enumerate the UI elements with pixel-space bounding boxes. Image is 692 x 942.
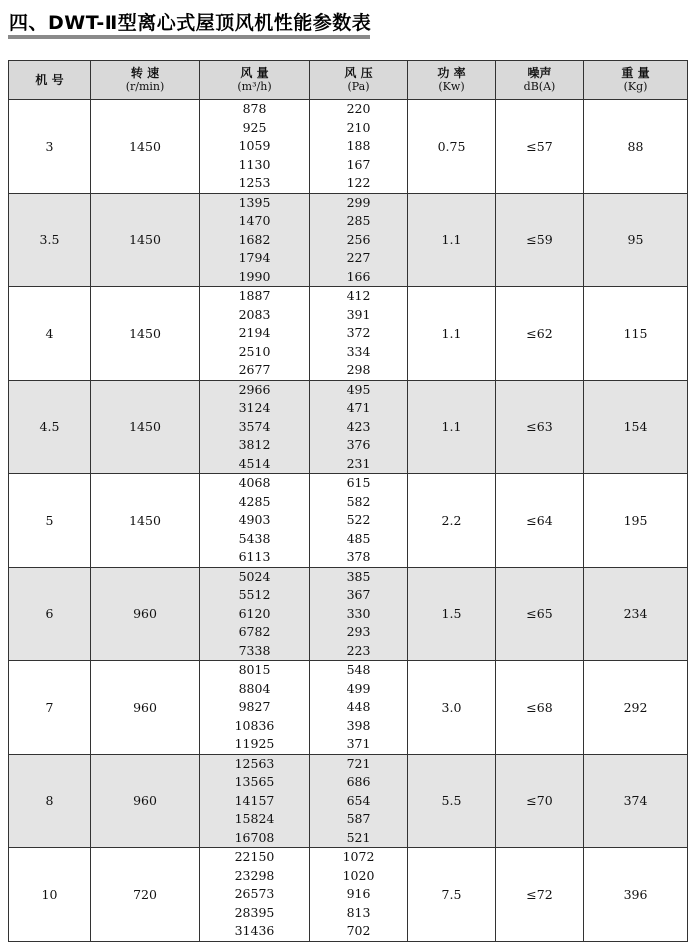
flow-cell — [200, 100, 310, 194]
flow-cell-value: 4285 — [238, 493, 271, 509]
pressure-cell — [310, 754, 408, 848]
pressure-cell-value: 293 — [346, 624, 371, 639]
flow-cell-value: 2677 — [238, 362, 271, 377]
pressure-cell-value: 210 — [346, 119, 371, 135]
header-flow: 风 量 (m³/h) — [200, 61, 310, 100]
pressure-cell-value: 686 — [346, 774, 371, 789]
flow-cell-value: 1990 — [238, 268, 271, 284]
flow-cell — [200, 380, 310, 474]
weight-cell: 88 — [584, 100, 688, 194]
flow-cell — [200, 567, 310, 661]
pressure-cell — [310, 193, 408, 287]
model-cell: 5 — [9, 474, 91, 568]
flow-cell-value: 13565 — [234, 774, 275, 789]
pressure-cell — [310, 287, 408, 381]
weight-cell: 396 — [584, 848, 688, 942]
table-row — [9, 754, 688, 848]
pressure-cell-value: 231 — [346, 455, 371, 471]
pressure-cell-value: 385 — [346, 568, 371, 584]
pressure-cell — [310, 380, 408, 474]
table-row — [9, 848, 688, 942]
header-pressure: 风 压 (Pa) — [310, 61, 408, 100]
flow-cell-value: 28395 — [234, 904, 275, 920]
pressure-cell-value: 285 — [346, 213, 371, 228]
pressure-cell-value: 521 — [346, 829, 371, 845]
pressure-cell-value: 522 — [346, 512, 371, 527]
flow-cell-value: 23298 — [234, 867, 275, 883]
pressure-cell-value: 485 — [346, 530, 371, 546]
flow-cell-value: 15824 — [234, 811, 275, 826]
pressure-cell-value: 223 — [346, 642, 371, 658]
pressure-cell-value: 499 — [346, 680, 371, 696]
weight-cell: 292 — [584, 661, 688, 755]
pressure-cell-value: 376 — [346, 437, 371, 452]
pressure-cell — [310, 848, 408, 942]
pressure-cell-value: 220 — [346, 101, 371, 116]
pressure-cell-value: 548 — [346, 662, 371, 677]
flow-cell — [200, 848, 310, 942]
weight-cell: 115 — [584, 287, 688, 381]
weight-cell: 374 — [584, 754, 688, 848]
power-cell: 1.1 — [408, 380, 496, 474]
pressure-cell — [310, 567, 408, 661]
flow-cell-value: 1887 — [238, 288, 271, 303]
table-body — [9, 100, 688, 942]
flow-cell-value: 5438 — [238, 530, 271, 546]
table-row — [9, 567, 688, 661]
header-noise: 噪声 dB(A) — [496, 61, 584, 100]
noise-cell: ≤70 — [496, 754, 584, 848]
flow-cell-value: 31436 — [234, 923, 275, 938]
table-row — [9, 193, 688, 287]
table-row — [9, 661, 688, 755]
pressure-cell-value: 372 — [346, 325, 371, 340]
pressure-cell-value: 188 — [346, 138, 371, 153]
pressure-cell-value: 412 — [346, 288, 371, 303]
pressure-cell-value: 1072 — [342, 849, 375, 864]
pressure-cell-value: 495 — [346, 381, 371, 397]
flow-cell-value: 3124 — [238, 400, 271, 415]
flow-cell-value: 7338 — [238, 642, 271, 658]
pressure-cell — [310, 474, 408, 568]
model-cell: 4.5 — [9, 380, 91, 474]
model-cell: 7 — [9, 661, 91, 755]
flow-cell-value: 6113 — [238, 549, 271, 564]
flow-cell-value: 1253 — [238, 175, 271, 190]
pressure-cell-value: 166 — [346, 268, 371, 284]
speed-cell: 1450 — [91, 287, 200, 381]
model-cell: 4 — [9, 287, 91, 381]
speed-cell: 720 — [91, 848, 200, 942]
table-row — [9, 287, 688, 381]
weight-cell: 95 — [584, 193, 688, 287]
flow-cell — [200, 754, 310, 848]
weight-cell: 234 — [584, 567, 688, 661]
header-power: 功 率 (Kw) — [408, 61, 496, 100]
flow-cell-value: 3812 — [238, 437, 271, 452]
speed-cell: 1450 — [91, 380, 200, 474]
flow-cell-value: 22150 — [234, 849, 275, 864]
flow-cell-value: 16708 — [234, 829, 275, 845]
pressure-cell-value: 298 — [346, 362, 371, 377]
speed-cell: 1450 — [91, 193, 200, 287]
flow-cell-value: 3574 — [238, 418, 271, 434]
power-cell: 3.0 — [408, 661, 496, 755]
pressure-cell-value: 582 — [346, 493, 371, 509]
power-cell: 1.1 — [408, 287, 496, 381]
flow-cell-value: 8804 — [238, 680, 271, 696]
model-cell: 6 — [9, 567, 91, 661]
pressure-cell — [310, 100, 408, 194]
flow-cell-value: 2194 — [238, 325, 271, 340]
pressure-cell-value: 721 — [346, 755, 371, 771]
power-cell: 2.2 — [408, 474, 496, 568]
flow-cell-value: 14157 — [234, 792, 275, 808]
flow-cell-value: 1470 — [238, 213, 271, 228]
power-cell: 1.5 — [408, 567, 496, 661]
model-cell: 10 — [9, 848, 91, 942]
pressure-cell-value: 227 — [346, 250, 371, 265]
pressure-cell-value: 813 — [346, 904, 371, 920]
weight-cell: 154 — [584, 380, 688, 474]
flow-cell-value: 1395 — [238, 194, 271, 210]
header-speed: 转 速 (r/min) — [91, 61, 200, 100]
header-model: 机 号 — [9, 61, 91, 100]
pressure-cell-value: 1020 — [342, 867, 375, 883]
noise-cell: ≤63 — [496, 380, 584, 474]
flow-cell-value: 11925 — [234, 736, 275, 751]
flow-cell-value: 1682 — [238, 231, 271, 247]
pressure-cell-value: 471 — [346, 400, 371, 415]
model-cell: 8 — [9, 754, 91, 848]
power-cell: 5.5 — [408, 754, 496, 848]
flow-cell — [200, 474, 310, 568]
flow-cell — [200, 193, 310, 287]
weight-cell: 195 — [584, 474, 688, 568]
pressure-cell-value: 702 — [346, 923, 371, 938]
noise-cell: ≤62 — [496, 287, 584, 381]
pressure-cell-value: 378 — [346, 549, 371, 564]
pressure-cell-value: 122 — [346, 175, 371, 190]
flow-cell-value: 6120 — [238, 605, 271, 621]
pressure-cell-value: 256 — [346, 231, 371, 247]
flow-cell-value: 12563 — [234, 755, 275, 771]
flow-cell-value: 10836 — [234, 717, 275, 733]
pressure-cell-value: 398 — [346, 717, 371, 733]
pressure-cell-value: 299 — [346, 194, 371, 210]
noise-cell: ≤72 — [496, 848, 584, 942]
flow-cell-value: 4514 — [238, 455, 271, 471]
pressure-cell-value: 371 — [346, 736, 371, 751]
flow-cell-value: 1794 — [238, 250, 271, 265]
noise-cell: ≤59 — [496, 193, 584, 287]
title-underline — [8, 35, 370, 39]
table-row — [9, 380, 688, 474]
speed-cell: 960 — [91, 567, 200, 661]
table-header — [9, 61, 688, 100]
table-row — [9, 100, 688, 194]
flow-cell-value: 1130 — [238, 156, 271, 172]
speed-cell: 1450 — [91, 100, 200, 194]
pressure-cell-value: 423 — [346, 418, 371, 434]
pressure-cell-value: 330 — [346, 605, 371, 621]
pressure-cell-value: 448 — [346, 699, 371, 714]
pressure-cell-value: 391 — [346, 306, 371, 322]
pressure-cell-value: 587 — [346, 811, 371, 826]
flow-cell-value: 5024 — [238, 568, 271, 584]
pressure-cell-value: 615 — [346, 475, 371, 490]
flow-cell-value: 8015 — [238, 662, 271, 677]
noise-cell: ≤68 — [496, 661, 584, 755]
flow-cell-value: 2083 — [238, 306, 271, 322]
flow-cell — [200, 661, 310, 755]
power-cell: 0.75 — [408, 100, 496, 194]
flow-cell — [200, 287, 310, 381]
noise-cell: ≤65 — [496, 567, 584, 661]
flow-cell-value: 9827 — [238, 699, 271, 714]
flow-cell-value: 4903 — [238, 512, 271, 527]
power-cell: 7.5 — [408, 848, 496, 942]
flow-cell-value: 4068 — [238, 475, 271, 490]
header-weight: 重 量 (Kg) — [584, 61, 688, 100]
pressure-cell-value: 167 — [346, 156, 371, 172]
flow-cell-value: 2966 — [238, 381, 271, 397]
flow-cell-value: 26573 — [234, 886, 275, 901]
performance-table — [8, 60, 688, 942]
model-cell: 3 — [9, 100, 91, 194]
flow-cell-value: 1059 — [238, 138, 271, 153]
power-cell: 1.1 — [408, 193, 496, 287]
noise-cell: ≤57 — [496, 100, 584, 194]
pressure-cell-value: 654 — [346, 792, 371, 808]
flow-cell-value: 5512 — [238, 587, 271, 602]
speed-cell: 1450 — [91, 474, 200, 568]
table-row — [9, 474, 688, 568]
flow-cell-value: 6782 — [238, 624, 271, 639]
pressure-cell — [310, 661, 408, 755]
page-title: 四、DWT-Ⅱ型离心式屋顶风机性能参数表 — [9, 12, 372, 34]
pressure-cell-value: 916 — [346, 886, 371, 901]
flow-cell-value: 925 — [242, 119, 267, 135]
noise-cell: ≤64 — [496, 474, 584, 568]
speed-cell: 960 — [91, 754, 200, 848]
flow-cell-value: 878 — [242, 101, 267, 116]
speed-cell: 960 — [91, 661, 200, 755]
flow-cell-value: 2510 — [238, 343, 271, 359]
pressure-cell-value: 334 — [346, 343, 371, 359]
pressure-cell-value: 367 — [346, 587, 371, 602]
model-cell: 3.5 — [9, 193, 91, 287]
